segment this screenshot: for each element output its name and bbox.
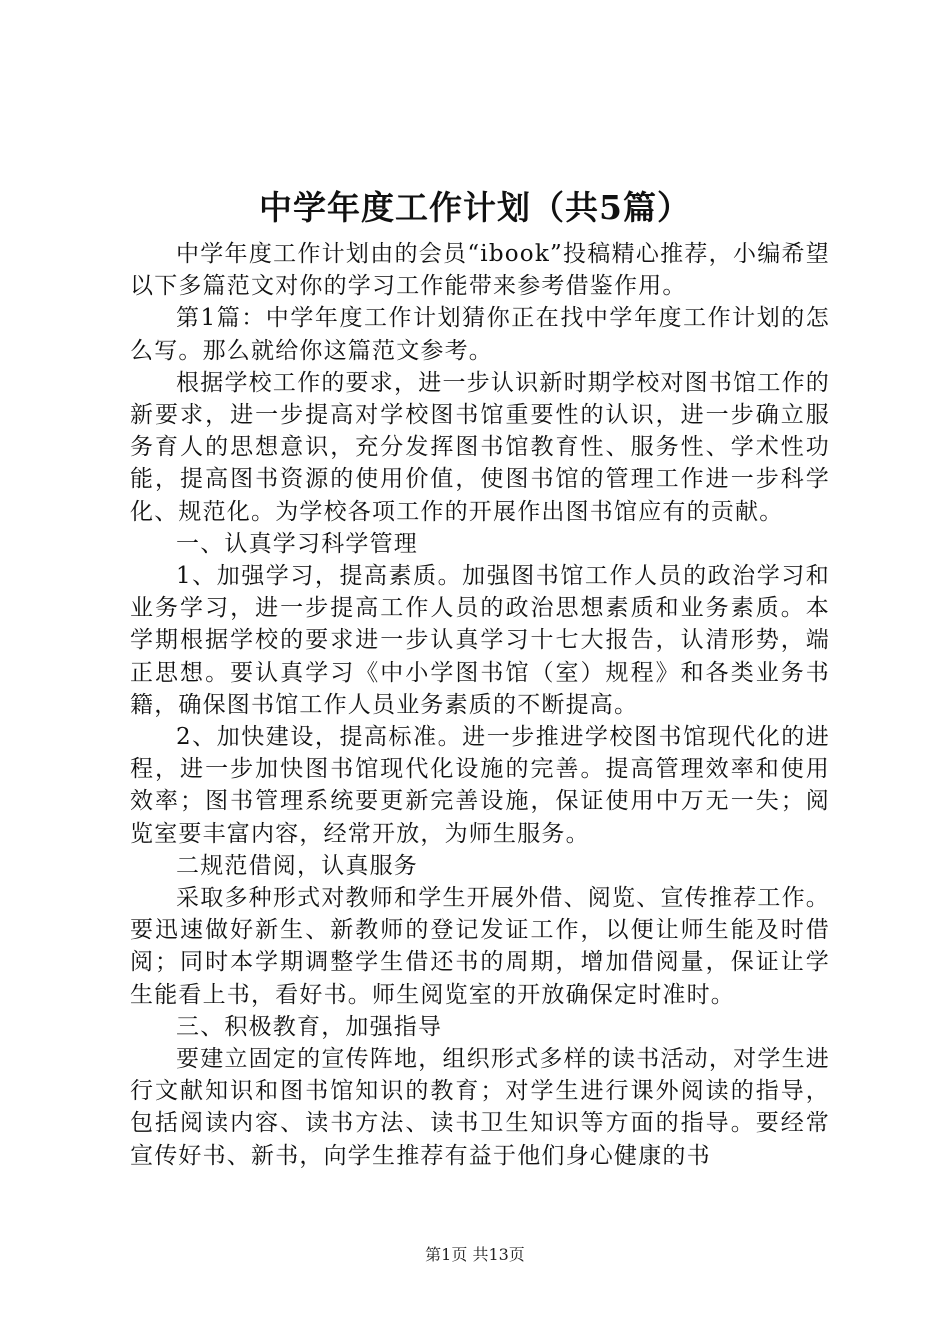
section-3-paragraph: 要建立固定的宣传阵地，组织形式多样的读书活动，对学生进行文献知识和图书馆知识的教育；对学生进行课外阅读的指导，包括阅读内容、读书方法、读书卫生知识等方面的指导。要经常宣传好书、新书，向学生推荐有益于他们身心健康的书 (130, 1046, 830, 1169)
article-intro-paragraph: 第1篇：中学年度工作计划猜你正在找中学年度工作计划的怎么写。那么就给你这篇范文参考。 (130, 305, 830, 364)
section-heading-1: 一、认真学习科学管理 (176, 530, 418, 557)
section-heading-2: 二规范借阅，认真服务 (176, 852, 418, 879)
section-heading-3: 三、积极教育，加强指导 (176, 1013, 443, 1040)
section-1-paragraph-1: 1、加强学习，提高素质。加强图书馆工作人员的政治学习和业务学习，进一步提高工作人员的政治思想素质和业务素质。本学期根据学校的要求进一步认真学习十七大报告，认清形势，端正思想。要认真学习《中小学图书馆（室）规程》和各类业务书籍，确保图书馆工作人员业务素质的不断提高。 (130, 563, 830, 718)
page-number-footer: 第1页 共13页 (425, 1245, 525, 1264)
section-1-paragraph-2: 2、加快建设，提高标准。进一步推进学校图书馆现代化的进程，进一步加快图书馆现代化设施的完善。提高管理效率和使用效率；图书管理系统要更新完善设施，保证使用中万无一失；阅览室要丰富内容，经常开放，为师生服务。 (130, 724, 830, 847)
document-body (130, 238, 830, 1172)
section-2-paragraph: 采取多种形式对教师和学生开展外借、阅览、宣传推荐工作。要迅速做好新生、新教师的登记发证工作，以便让师生能及时借阅；同时本学期调整学生借还书的周期，增加借阅量，保证让学生能看上书，看好书。师生阅览室的开放确保定时准时。 (130, 885, 830, 1008)
overview-paragraph: 根据学校工作的要求，进一步认识新时期学校对图书馆工作的新要求，进一步提高对学校图书馆重要性的认识，进一步确立服务育人的思想意识，充分发挥图书馆教育性、服务性、学术性功能，提高图书资源的使用价值，使图书馆的管理工作进一步科学化、规范化。为学校各项工作的开展作出图书馆应有的贡献。 (130, 369, 830, 525)
intro-paragraph: 中学年度工作计划由的会员“ibook”投稿精心推荐，小编希望以下多篇范文对你的学习工作能带来参考借鉴作用。 (130, 241, 830, 300)
document-title: 中学年度工作计划（共5篇） (259, 188, 691, 227)
